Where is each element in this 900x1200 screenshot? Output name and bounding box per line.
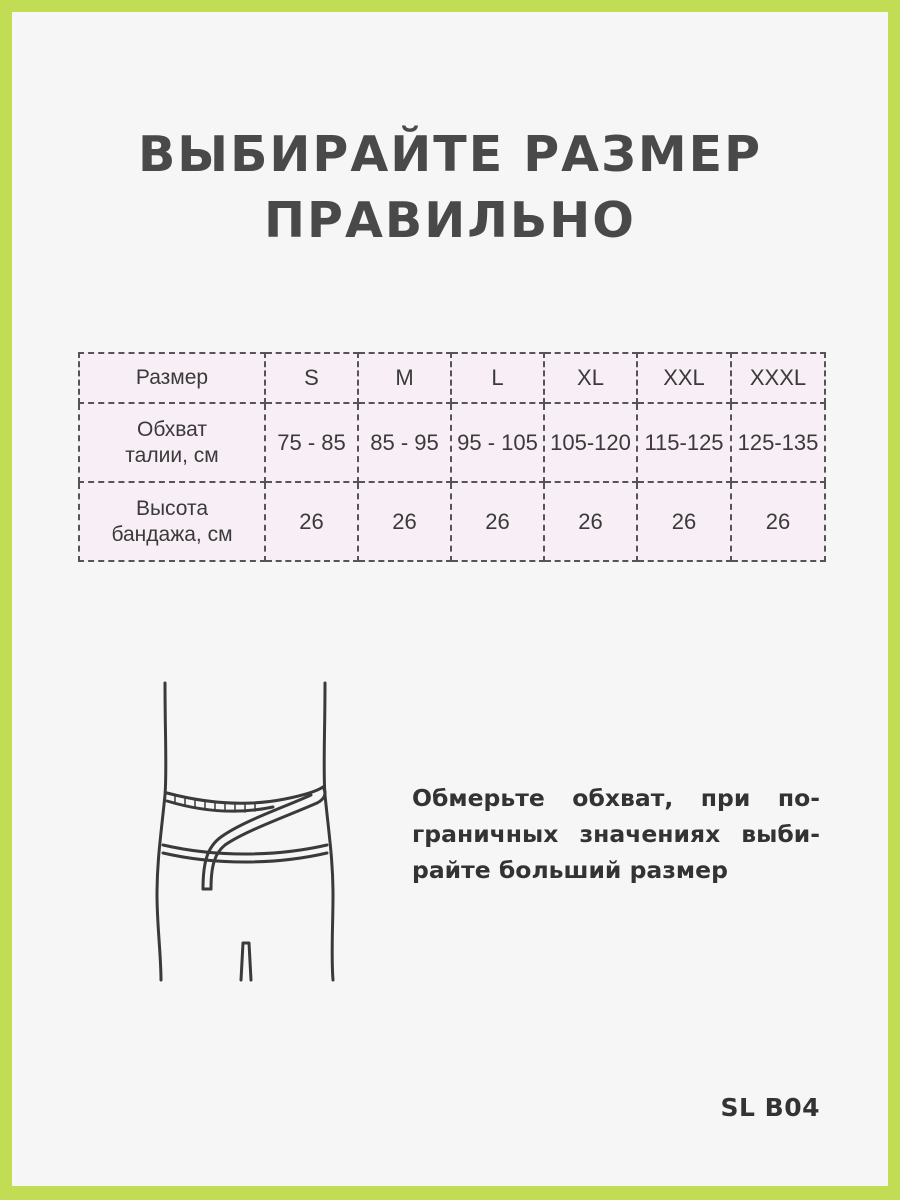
- table-cell: 115-125: [637, 403, 731, 482]
- row-header-size: Размер: [79, 353, 265, 403]
- table-cell: 26: [265, 482, 358, 561]
- measurement-note: Обмерьте обхват, при по-граничных значениях выби-райте больший размер: [412, 784, 820, 884]
- table-cell: 26: [544, 482, 637, 561]
- page-title: [0, 122, 900, 254]
- table-cell: XXXL: [731, 353, 825, 403]
- table-cell: M: [358, 353, 451, 403]
- table-cell: 75 - 85: [265, 403, 358, 482]
- waist-measuring-tape-icon: [145, 675, 345, 985]
- table-cell: 125-135: [731, 403, 825, 482]
- table-row-size: [79, 353, 825, 403]
- table-cell: 26: [637, 482, 731, 561]
- table-cell: XL: [544, 353, 637, 403]
- row-header-waist: [79, 403, 265, 482]
- table-cell: 105-120: [544, 403, 637, 482]
- product-code: SL B04: [720, 1093, 820, 1122]
- table-cell: XXL: [637, 353, 731, 403]
- table-row-height: [79, 482, 825, 561]
- table-cell: S: [265, 353, 358, 403]
- row-header-height: [79, 482, 265, 561]
- table-cell: 95 - 105: [451, 403, 544, 482]
- table-row-waist: [79, 403, 825, 482]
- size-chart-table: [78, 352, 826, 562]
- table-cell: L: [451, 353, 544, 403]
- title-line-2: ПРАВИЛЬНО: [264, 192, 636, 249]
- title-line-1: ВЫБИРАЙТЕ РАЗМЕР: [137, 126, 763, 183]
- row-header-waist-line1: Обхват: [137, 417, 207, 441]
- row-header-height-line2: бандажа, см: [111, 522, 233, 546]
- table-cell: 85 - 95: [358, 403, 451, 482]
- row-header-height-line1: Высота: [135, 496, 209, 520]
- table-cell: 26: [358, 482, 451, 561]
- table-cell: 26: [731, 482, 825, 561]
- table-cell: 26: [451, 482, 544, 561]
- row-header-waist-line2: талии, см: [125, 443, 219, 467]
